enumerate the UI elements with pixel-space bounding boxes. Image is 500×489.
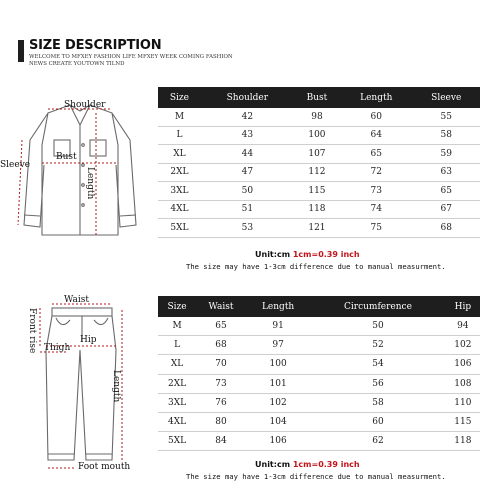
table-cell: 62 (310, 432, 445, 451)
table-cell: 65 (196, 317, 246, 336)
table-cell: 59 (412, 145, 480, 164)
label-sleeve: Sleeve (0, 160, 31, 170)
table-row (158, 200, 480, 219)
col-header: Waist (196, 296, 246, 317)
table-cell: 64 (340, 126, 412, 145)
table-cell: 101 (246, 374, 310, 393)
table-cell: L (158, 126, 201, 145)
table-cell: 2XL (158, 374, 196, 393)
table-cell: 3XL (158, 182, 201, 201)
label-hip: Hip (80, 335, 97, 345)
table-cell: 76 (196, 393, 246, 412)
col-header: Size (158, 296, 196, 317)
table-row (158, 432, 480, 451)
table-cell: 97 (246, 336, 310, 355)
unit-conversion: 1cm=0.39 inch (292, 460, 360, 469)
table-cell: 51 (201, 200, 294, 219)
col-header: Sleeve (412, 87, 480, 108)
table-cell: 53 (201, 219, 294, 238)
col-header: Shoulder (201, 87, 294, 108)
table-cell: 68 (412, 219, 480, 238)
table-row (158, 219, 480, 238)
table-row (158, 412, 480, 431)
table-cell: 4XL (158, 412, 196, 431)
col-header: Bust (294, 87, 340, 108)
label-bust: Bust (56, 152, 77, 162)
pants-labels (0, 290, 160, 480)
col-header: Length (246, 296, 310, 317)
unit-label: Unit:cm (255, 460, 291, 469)
table-cell: 60 (340, 108, 412, 126)
table-cell: 73 (196, 374, 246, 393)
table-row (158, 336, 480, 355)
unit-label: Unit:cm (255, 250, 291, 259)
table-cell: 60 (310, 412, 445, 431)
table-cell: XL (158, 355, 196, 374)
table-cell: 56 (310, 374, 445, 393)
table-cell: 68 (196, 336, 246, 355)
table-row (158, 108, 480, 126)
shirt-labels (0, 85, 150, 245)
page-subtitle: WELCOME TO MFXEY FASHION LIFE MFXEY WEEK COMING FASHION NEWS CREATE YOUTOWN TILND (29, 54, 233, 67)
table-cell: 43 (201, 126, 294, 145)
table-cell: 54 (310, 355, 445, 374)
table-cell: 65 (340, 145, 412, 164)
table-cell: 102 (446, 336, 480, 355)
label-length: Length (85, 167, 95, 200)
label-front-rise: Front rise (27, 308, 37, 354)
table-cell: 63 (412, 163, 480, 182)
table-cell: M (158, 108, 201, 126)
table-cell: 42 (201, 108, 294, 126)
table-cell: 98 (294, 108, 340, 126)
table-cell: 50 (310, 317, 445, 336)
table-cell: 121 (294, 219, 340, 238)
table-cell: 102 (246, 393, 310, 412)
table-cell: 112 (294, 163, 340, 182)
table-cell: 118 (446, 432, 480, 451)
table-cell: 70 (196, 355, 246, 374)
table-cell: 100 (246, 355, 310, 374)
table-row (158, 126, 480, 145)
table-cell: 94 (446, 317, 480, 336)
table-row (158, 374, 480, 393)
table-cell: 65 (412, 182, 480, 201)
table-cell: 4XL (158, 200, 201, 219)
table-cell: 115 (294, 182, 340, 201)
table-cell: 110 (446, 393, 480, 412)
table-row (158, 317, 480, 336)
label-pants-length: Length (111, 370, 121, 403)
table-cell: 100 (294, 126, 340, 145)
table-cell: 72 (340, 163, 412, 182)
table-row (158, 393, 480, 412)
table-header-row (158, 87, 480, 108)
table-cell: 44 (201, 145, 294, 164)
table-cell: 91 (246, 317, 310, 336)
table-cell: 84 (196, 432, 246, 451)
shirt-size-table (158, 87, 480, 238)
table-cell: 5XL (158, 219, 201, 238)
table-cell: XL (158, 145, 201, 164)
table-cell: 5XL (158, 432, 196, 451)
label-foot-mouth: Foot mouth (78, 462, 131, 472)
table-row (158, 145, 480, 164)
col-header: Circumference (310, 296, 445, 317)
table-cell: 104 (246, 412, 310, 431)
table-cell: 58 (412, 126, 480, 145)
pants-unit-line (255, 460, 360, 469)
table-row (158, 182, 480, 201)
header-accent-bar (18, 40, 24, 62)
table-cell: 108 (446, 374, 480, 393)
table-cell: 75 (340, 219, 412, 238)
table-cell: 107 (294, 145, 340, 164)
table-cell: 80 (196, 412, 246, 431)
table-cell: 106 (246, 432, 310, 451)
unit-conversion: 1cm=0.39 inch (292, 250, 360, 259)
label-shoulder: Shoulder (64, 100, 106, 110)
table-cell: 50 (201, 182, 294, 201)
table-cell: 55 (412, 108, 480, 126)
table-cell: 115 (446, 412, 480, 431)
col-header: Length (340, 87, 412, 108)
table-cell: M (158, 317, 196, 336)
table-cell: 58 (310, 393, 445, 412)
table-cell: 67 (412, 200, 480, 219)
table-cell: 73 (340, 182, 412, 201)
table-cell: 2XL (158, 163, 201, 182)
shirt-unit-line (255, 250, 360, 259)
col-header: Size (158, 87, 201, 108)
table-row (158, 163, 480, 182)
table-cell: 74 (340, 200, 412, 219)
label-waist: Waist (64, 295, 89, 305)
table-cell: 3XL (158, 393, 196, 412)
table-row (158, 355, 480, 374)
table-header-row (158, 296, 480, 317)
table-cell: 52 (310, 336, 445, 355)
pants-size-table (158, 296, 480, 451)
pants-size-note: The size may have 1-3cm difference due to manual measurment. (186, 472, 446, 481)
table-cell: 47 (201, 163, 294, 182)
shirt-size-note: The size may have 1-3cm difference due to manual measurment. (186, 262, 446, 271)
col-header: Hip (446, 296, 480, 317)
table-cell: 106 (446, 355, 480, 374)
label-thigh: Thigh (44, 343, 71, 353)
table-cell: L (158, 336, 196, 355)
page-title: SIZE DESCRIPTION (29, 38, 162, 53)
table-cell: 118 (294, 200, 340, 219)
